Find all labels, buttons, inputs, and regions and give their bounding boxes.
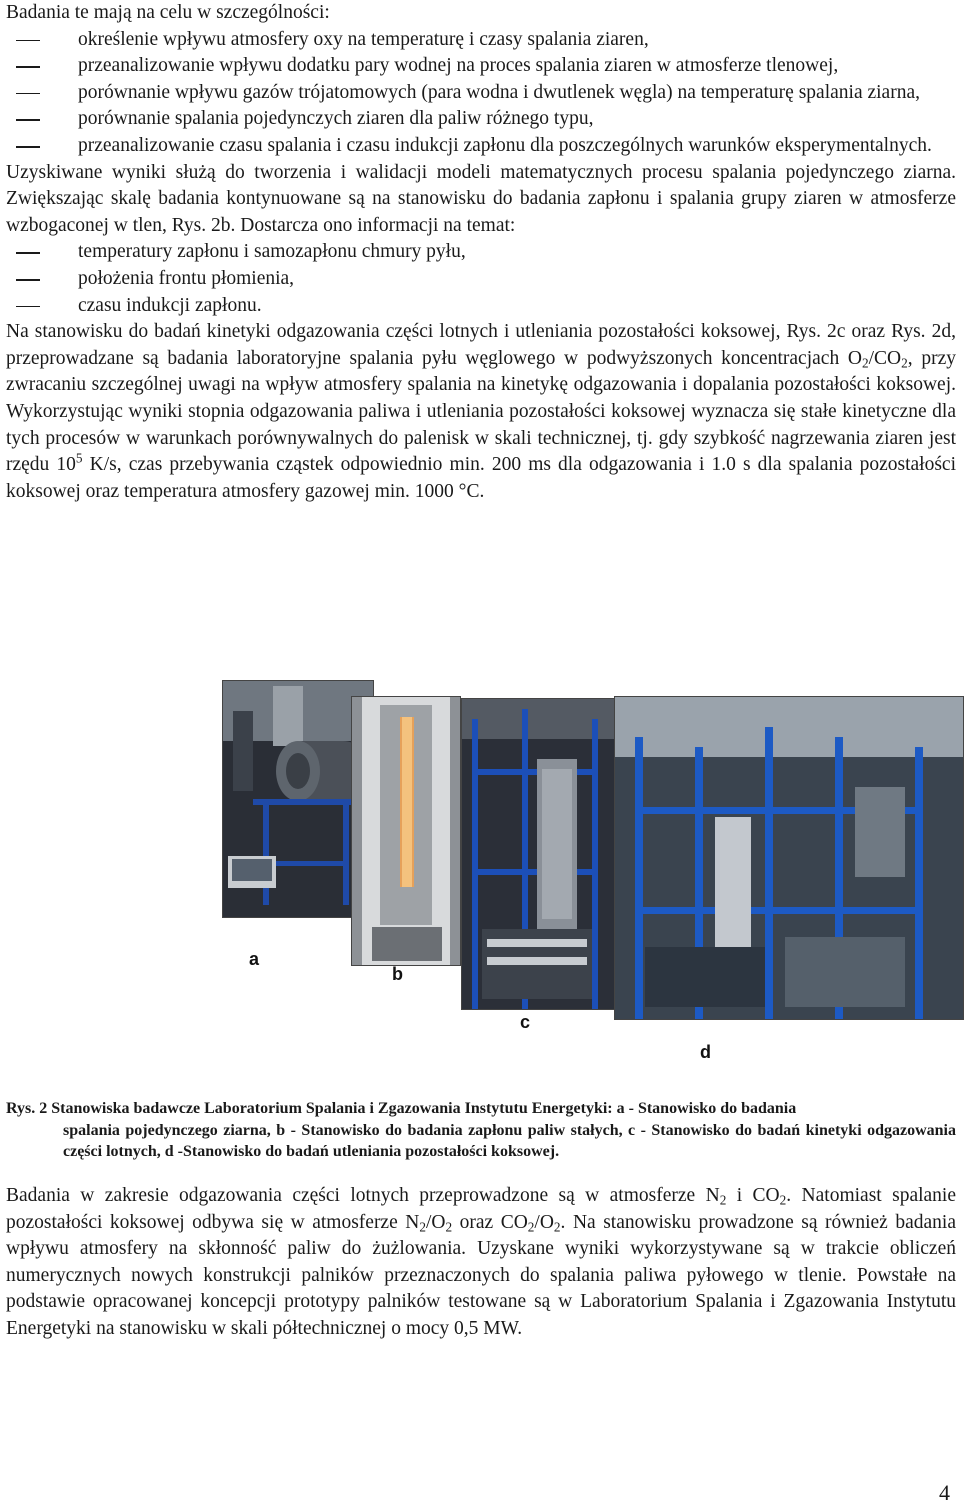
stand-d-image xyxy=(615,697,963,1019)
photo-stand-d xyxy=(614,696,964,1020)
goals-list xyxy=(6,27,956,160)
figure-caption xyxy=(6,1098,956,1163)
photo-stand-c xyxy=(461,698,615,1010)
caption-head: Rys. 2 Stanowiska badawcze Laboratorium Spalania i Zgazowania Instytutu Energetyki: a - Stanowisko do badania xyxy=(6,1100,797,1117)
intro-lead: Badania te mają na celu w szczególności: xyxy=(6,2,330,23)
paragraph-atmosphere: Badania w zakresie odgazowania części lotnych przeprowadzone są w atmosferze $N_2$ i $CO_2$. Natomiast spalanie pozostałości koksowej odbywa się w atmosferze $N_2/O_2$ oraz $CO_2/O_2$. Na stanowisku prowadzone są również badania wpływu atmosfery na skłonność paliw do żużlowania. Uzyskane wyniki wykorzystywane są w trakcie obliczeń numerycznych nowych konstrukcji palników przeznaczonych do spalania paliwa pyłowego w tlenie. Powstałe na podstawie opracowanej koncepcji prototypy palników testowane są w Laboratorium Spalania i Zgazowania Instytutu Energetyki na stanowisku w skali półtechnicznej o mocy 0,5 MW. xyxy=(6,1185,956,1339)
list-item: porównanie spalania pojedynczych ziaren dla paliw różnego typu, xyxy=(78,108,594,130)
stand-b-image xyxy=(352,697,460,965)
list-item: przeanalizowanie czasu spalania i czasu indukcji zapłonu dla poszczególnych warunków eksperymentalnych. xyxy=(78,134,932,156)
list-item: położenia frontu płomienia, xyxy=(78,267,295,289)
list-item: temperatury zapłonu i samozapłonu chmury pyłu, xyxy=(78,241,466,263)
figure-test-stands xyxy=(6,668,956,1098)
page-number: 4 xyxy=(939,1480,950,1505)
label-a: a xyxy=(249,949,260,969)
list-item: porównanie wpływu gazów trójatomowych (para wodna i dwutlenek węgla) na temperaturę spalania ziarna, xyxy=(78,81,920,103)
list-item: określenie wpływu atmosfery oxy na temperaturę i czasy spalania ziaren, xyxy=(78,28,649,50)
paragraph-results: Uzyskiwane wyniki służą do tworzenia i walidacji modeli matematycznych procesu spalania pojedynczego ziarna. Zwiększając skalę badania kontynuowane są na stanowisku do badania zapłonu i spalania grupy ziaren w atmosferze wzbogaconej w tlen, Rys. 2b. Dostarcza ono informacji na temat: xyxy=(6,161,956,236)
top-text-block xyxy=(6,0,956,505)
list-item: czasu indukcji zapłonu. xyxy=(78,294,262,316)
caption-body: spalania pojedynczego ziarna, b - Stanowisko do badania zapłonu paliw stałych, c - Stanowisko do badań kinetyki odgazowania części lotnych, d -Stanowisko do badań utleniania pozostałości koksowej. xyxy=(63,1121,956,1160)
label-b: b xyxy=(392,964,403,984)
info-list xyxy=(6,239,956,319)
paragraph-kinetics: Na stanowisku do badań kinetyki odgazowania części lotnych i utleniania pozostałości koksowej, Rys. 2c oraz Rys. 2d, przeprowadzane są badania laboratoryjne spalania pyłu węglowego w podwyższonych koncentracjach $O_2/CO_2$, przy zwracaniu szczególnej uwagi na wpływ atmosfery spalania na kinetykę odgazowania i dopalania pozostałości koksowej. Wykorzystując wyniki stopnia odgazowania paliwa i utleniania pozostałości koksowej wyznacza się stałe kinetyczne dla tych procesów w warunkach porównywalnych do palenisk w skali technicznej, tj. gdy szybkość nagrzewania ziaren jest rzędu $10^5$ K/s, czas przebywania cząstek odpowiednio min. 200 ms dla odgazowania i 1.0 s dla spalania pozostałości koksowej oraz temperatura atmosfery gazowej min. 1000 °C. xyxy=(6,321,957,502)
label-c: c xyxy=(520,1012,531,1032)
stand-c-image xyxy=(462,699,614,1009)
photo-stand-b xyxy=(351,696,461,966)
bottom-text-block xyxy=(6,1183,956,1343)
list-item: przeanalizowanie wpływu dodatku pary wodnej na proces spalania ziaren w atmosferze tlenowej, xyxy=(78,55,839,77)
label-d: d xyxy=(700,1042,711,1062)
